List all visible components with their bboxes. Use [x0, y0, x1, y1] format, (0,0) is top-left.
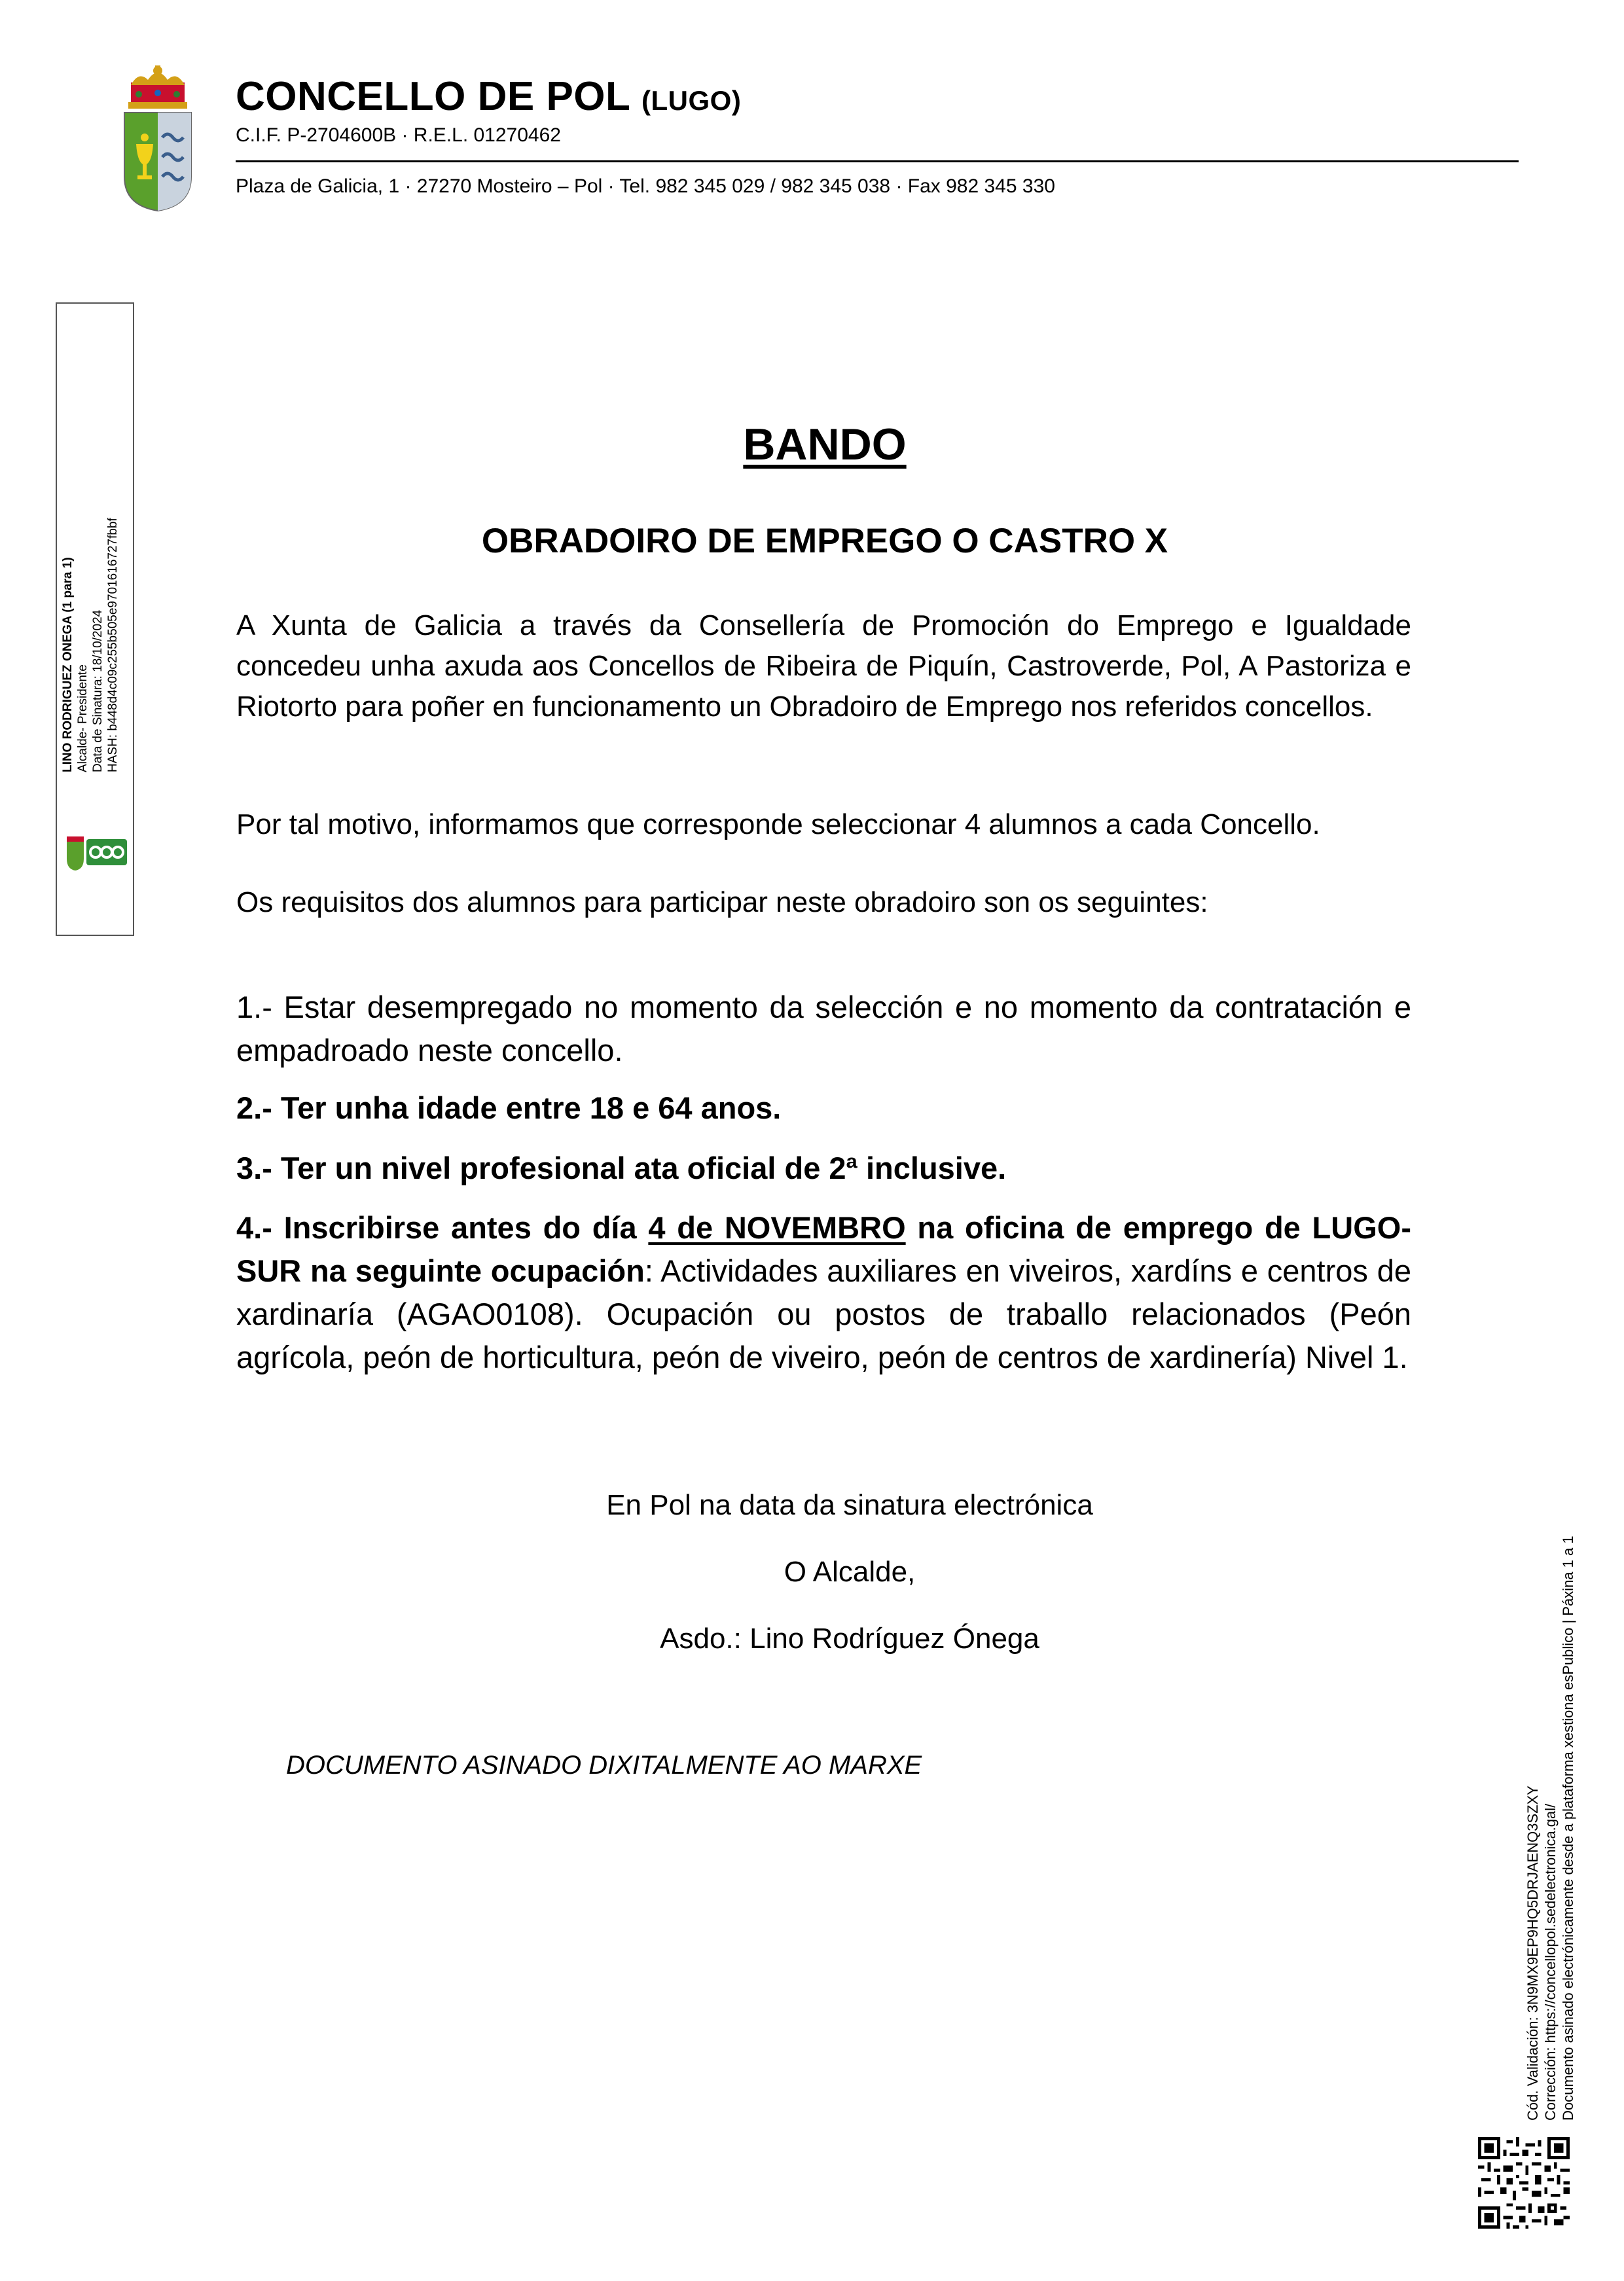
- selection-paragraph: Por tal motivo, informamos que corresponde seleccionar 4 alumnos a cada Concello.: [236, 808, 1320, 840]
- signature-date: Data de Sinatura: 18/10/2024: [91, 609, 105, 772]
- signer-role: Alcalde- Presidente: [76, 664, 90, 772]
- cif-line: C.I.F. P-2704600B · R.E.L. 01270462: [236, 124, 561, 146]
- requirement-4-lead: 4.- Inscribirse antes do día: [236, 1210, 649, 1245]
- validation-code: Cód. Validación: 3N9MX9EP9HQ5DRJAENQ3SZXY: [1525, 1786, 1541, 2121]
- organization-region: (LUGO): [641, 85, 742, 116]
- signer-name: LINO RODRIGUEZ ONEGA (1 para 1): [61, 557, 75, 772]
- document-title: BANDO: [743, 420, 907, 469]
- requirement-4-office: na oficina de emprego de LUGO-SUR na seguinte ocupación: [236, 1210, 1411, 1288]
- header-divider: [236, 160, 1519, 162]
- closing-place-date: En Pol na data da sinatura electrónica: [606, 1489, 1093, 1521]
- municipal-coat-of-arms: [119, 65, 196, 212]
- address-line: Plaza de Galicia, 1 · 27270 Mosteiro – Pol · Tel. 982 345 029 / 982 345 038 · Fax 982 345 330: [236, 175, 1055, 197]
- closing-role: O Alcalde,: [784, 1556, 916, 1588]
- digital-signature-note: DOCUMENTO ASINADO DIXITALMENTE AO MARXE: [286, 1751, 922, 1780]
- signature-details: [60, 471, 120, 772]
- deadline-date: 4 de NOVEMBRO: [648, 1210, 906, 1245]
- requirement-2: 2.- Ter unha idade entre 18 e 64 anos.: [236, 1090, 782, 1125]
- requirement-1: 1.- Estar desempregado no momento da selección e no momento da contratación e empadroado neste concello.: [236, 990, 1411, 1068]
- organization-name: CONCELLO DE POL (LUGO): [236, 74, 742, 119]
- validation-details: [1524, 1446, 1577, 2121]
- validation-qr-code: [1478, 2137, 1570, 2229]
- closing-signed-by: Asdo.: Lino Rodríguez Ónega: [660, 1623, 1039, 1655]
- signature-hash: HASH: b448d4c09c255b505e9701616727fbbf: [106, 518, 120, 772]
- validation-url: Corrección: https://concellopol.sedelectronica.gal/: [1542, 1803, 1559, 2121]
- requirements-intro: Os requisitos dos alumnos para participar neste obradoiro son os seguintes:: [236, 886, 1208, 918]
- intro-paragraph: A Xunta de Galicia a través da Consellería de Promoción do Emprego e Igualdade concedeu unha axuda aos Concellos de Ribeira de Piquín, Castroverde, Pol, A Pastoriza e Riotorto para poñer en funcionamento un Obradoiro de Emprego nos referidos concellos.: [236, 609, 1411, 723]
- ccc-signature-logo: [64, 833, 130, 872]
- requirement-3: 3.- Ter un nivel profesional ata oficial de 2ª inclusive.: [236, 1151, 1007, 1185]
- document-subtitle: OBRADOIRO DE EMPREGO O CASTRO X: [481, 522, 1168, 560]
- requirement-4-detail: : Actividades auxiliares en viveiros, xardíns e centros de xardinaría (AGAO0108). Ocupación ou postos de traballo relacionados (Peón agrícola, peón de horticultura, peón de viveiro, peón de centros de xardinería) Nivel 1.: [236, 1253, 1411, 1374]
- validation-note: Documento asinado electrónicamente desde a plataforma xestiona esPublico | Páxina 1 a 1: [1560, 1536, 1576, 2121]
- requirement-4: [236, 1206, 1411, 1379]
